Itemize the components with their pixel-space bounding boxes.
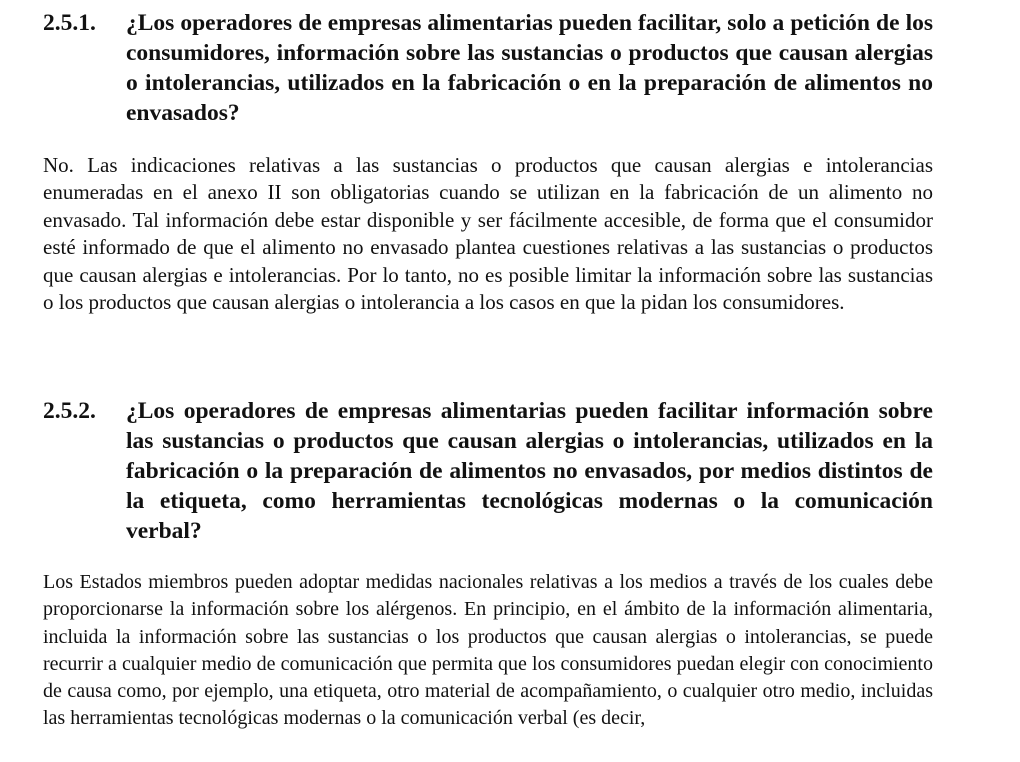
- question-heading-2-5-1: [43, 8, 933, 128]
- question-text: ¿Los operadores de empresas alimentarias pueden facilitar información sobre las sustancias o productos que causan alergias o intolerancias, utilizados en la fabricación o la preparación de alimentos no envasados, por medios distintos de la etiqueta, como herramientas tecnológicas modernas o la comunicación verbal?: [126, 398, 933, 544]
- question-text: ¿Los operadores de empresas alimentarias pueden facilitar, solo a petición de los consumidores, información sobre las sustancias o productos que causan alergias o intolerancias, utilizados en la fabricación o en la preparación de alimentos no envasados?: [126, 10, 933, 126]
- answer-paragraph-2-5-1: No. Las indicaciones relativas a las sustancias o productos que causan alergias e intolerancias enumeradas en el anexo II son obligatorias cuando se utilizan en la fabricación de un alimento no envasado. Tal información debe estar disponible y ser fácilmente accesible, de forma que el consumidor esté informado de que el alimento no envasado plantea cuestiones relativas a las sustancias o productos que causan alergias e intolerancias. Por lo tanto, no es posible limitar la información sobre las sustancias o los productos que causan alergias o intolerancia a los casos en que la pidan los consumidores.: [43, 153, 933, 315]
- answer-paragraph-2-5-2: Los Estados miembros pueden adoptar medidas nacionales relativas a los medios a través de los cuales debe proporcionarse la información sobre los alérgenos. En principio, en el ámbito de la información alimentaria, incluida la información sobre las sustancias o los productos que causan alergias o intolerancias, se puede recurrir a cualquier medio de comunicación que permita que los consumidores puedan elegir con conocimiento de causa como, por ejemplo, una etiqueta, otro material de acompañamiento, o cualquier otro medio, incluidas las herramientas tecnológicas modernas o la comunicación verbal (es decir,: [43, 571, 933, 730]
- question-number: 2.5.2.: [43, 398, 96, 424]
- question-heading-2-5-2: [43, 396, 933, 546]
- question-number: 2.5.1.: [43, 10, 96, 36]
